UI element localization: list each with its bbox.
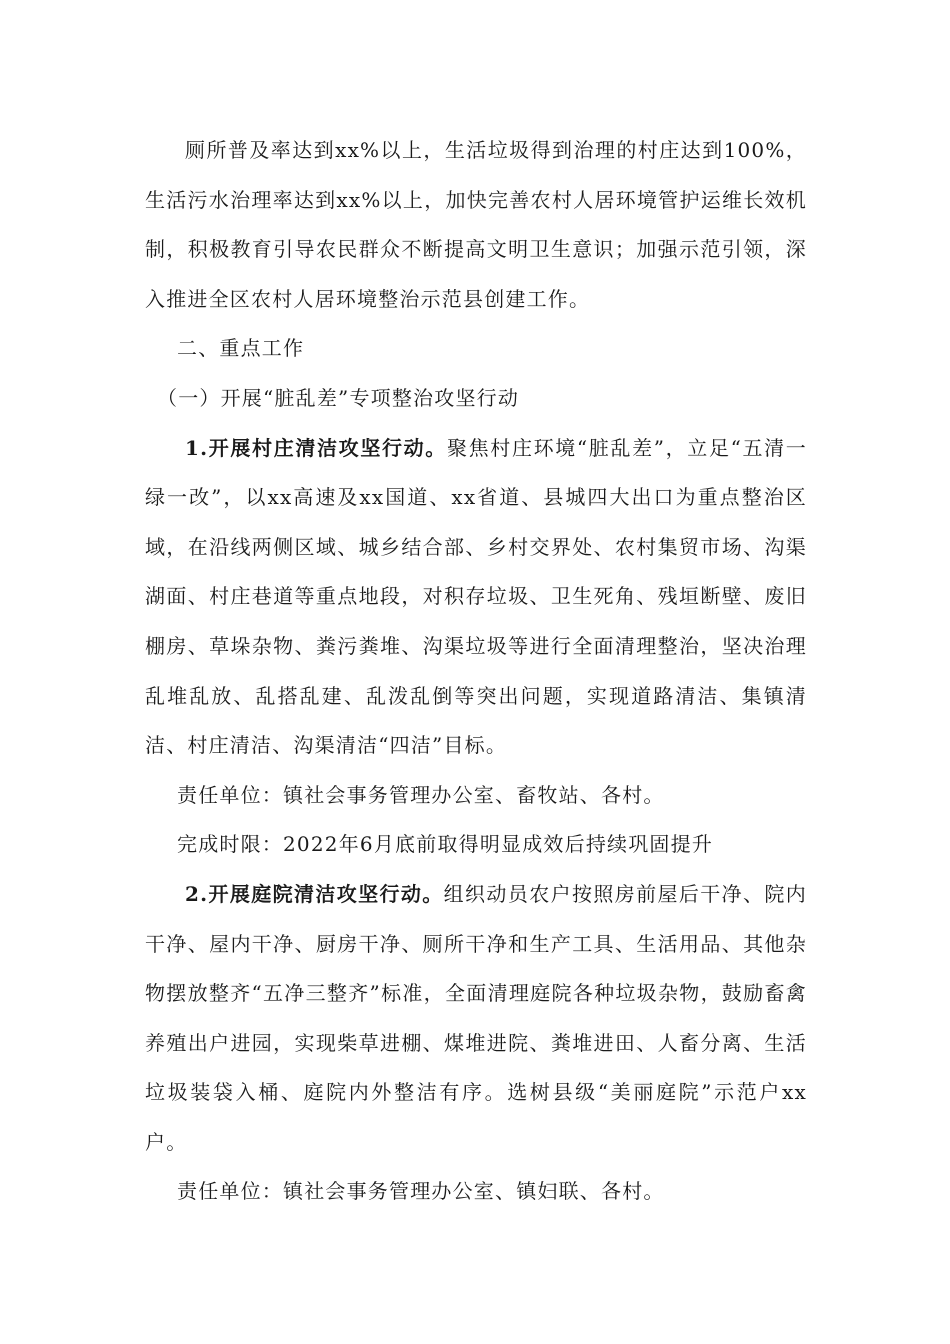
section-heading: 二、重点工作 [177, 336, 305, 361]
item1-deadline: 完成时限：2022年6月底前取得明显成效后持续巩固提升 [177, 832, 714, 857]
item1-responsible: 责任单位：镇社会事务管理办公室、畜牧站、各村。 [177, 782, 665, 807]
item2-responsible: 责任单位：镇社会事务管理办公室、镇妇联、各村。 [177, 1179, 665, 1204]
item1-body: 聚焦村庄环境“脏乱差”，立足“五清一绿一改”，以xx高速及xx国道、xx省道、县城四大出口为重点整治区域，在沿线两侧区域、城乡结合部、乡村交界处、农村集贸市场、沟渠湖面、村庄巷道等重点地段，对积存垃圾、卫生死角、残垣断壁、废旧棚房、草垛杂物、粪污粪堆、沟渠垃圾等进行全面清理整治，坚决治理乱堆乱放、乱搭乱建、乱泼乱倒等突出问题，实现道路清洁、集镇清洁、村庄清洁、沟渠清洁“四洁”目标。 [145, 435, 808, 758]
subsection-heading: （一）开展“脏乱差”专项整治攻坚行动 [157, 385, 520, 410]
item2-body: 组织动员农户按照房前屋后干净、院内干净、屋内干净、厨房干净、厕所干净和生产工具、生活用品、其他杂物摆放整齐“五净三整齐”标准，全面清理庭院各种垃圾杂物，鼓励畜禽养殖出户进园，实现柴草进棚、煤堆进院、粪堆进田、人畜分离、生活垃圾装袋入桶、庭院内外整洁有序。选树县级“美丽庭院”示范户xx户。 [145, 881, 807, 1154]
item2-lead: 2.开展庭院清洁攻坚行动。 [185, 881, 444, 906]
intro-paragraph: 厕所普及率达到xx%以上，生活垃圾得到治理的村庄达到100%，生活污水治理率达到xx%以上，加快完善农村人居环境管护运维长效机制，积极教育引导农民群众不断提高文明卫生意识；加强示范引领，深入推进全区农村人居环境整治示范县创建工作。 [145, 138, 807, 311]
item1-lead: 1.开展村庄清洁攻坚行动。 [185, 435, 447, 460]
document-body [145, 126, 807, 1217]
item2-paragraph [145, 870, 807, 1168]
item1-paragraph [145, 424, 807, 771]
